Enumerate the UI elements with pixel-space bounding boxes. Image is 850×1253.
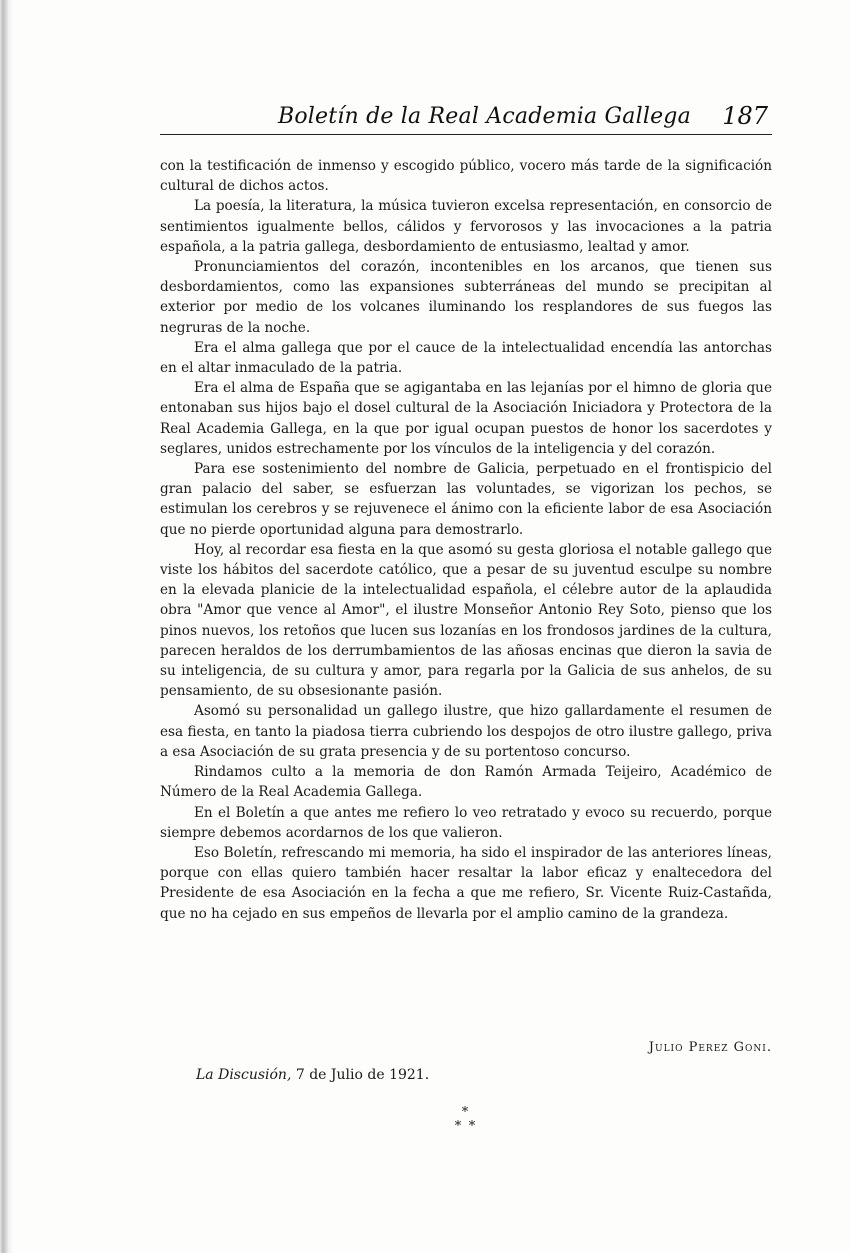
- source-citation: [196, 1067, 429, 1083]
- paragraph: En el Boletín a que antes me refiero lo veo retratado y evoco su recuerdo, porque siempre debemos acordarnos de los que valieron.: [160, 804, 772, 841]
- paragraph: La poesía, la literatura, la música tuvieron excelsa representación, en consorcio de sentimientos igualmente bellos, cálidos y fervorosos y las invocaciones a la patria española, a la patria gallega, desbordamiento de entusiasmo, lealtad y amor.: [160, 198, 772, 255]
- paragraph: Era el alma gallega que por el cauce de la intelectualidad encendía las antorchas en el altar inmaculado de la patria.: [160, 339, 772, 377]
- author-signature: Julio Perez Goni.: [648, 1040, 772, 1055]
- paragraph: Asomó su personalidad un gallego ilustre, que hizo gallardamente el resumen de esa fiesta, en tanto la piadosa tierra cubriendo los despojos de otro ilustre gallego, priva a esa Asociación de su grata presencia y de su portentoso concurso.: [160, 703, 772, 760]
- paragraph: con la testificación de inmenso y escogido público, vocero más tarde de la significación cultural de dichos actos.: [160, 158, 772, 195]
- asterism-star-left: *: [454, 1119, 462, 1134]
- header-rule: [160, 134, 772, 135]
- paragraph: Rindamos culto a la memoria de don Ramón Armada Teijeiro, Académico de Número de la Real Academia Gallega.: [160, 764, 772, 801]
- journal-title: Boletín de la Real Academia Gallega: [278, 104, 691, 129]
- paragraph: Hoy, al recordar esa fiesta en la que asomó su gesta gloriosa el notable gallego que viste los hábitos del sacerdote católico, que a pesar de su juventud esculpe su nombre en la elevada planicie de la intelectualidad española, el célebre autor de la aplaudida obra "Amor que vence al Amor", el ilustre Monseñor Antonio Rey Soto, pienso que los pinos nuevos, los retoños que lucen sus lozanías en los frondosos jardines de la cultura, parecen heraldos de los derrumbamientos de las añosas encinas que dieron la savia de su inteligencia, de su cultura y amor, para regarla por la Galicia de sus anhelos, de su pensamiento, de su obsesionante pasión.: [160, 541, 772, 700]
- publication-date: 7 de Julio de 1921.: [295, 1067, 430, 1083]
- asterism-star-top: *: [461, 1105, 469, 1120]
- running-header: [160, 100, 772, 136]
- paragraph: Pronunciamientos del corazón, incontenibles en los arcanos, que tienen sus desbordamientos, como las expansiones subterráneas del mundo se precipitan al exterior por medio de los volcanes iluminando los resplandores de sus fuegos las negruras de la noche.: [160, 259, 772, 336]
- paragraph: Era el alma de España que se agigantaba en las lejanías por el himno de gloria que entonaban sus hijos bajo el dosel cultural de la Asociación Iniciadora y Protectora de la Real Academia Gallega, en la que por igual ocupan puestos de honor los sacerdotes y seglares, unidos estrechamente por los vínculos de la inteligencia y del corazón.: [160, 380, 772, 457]
- paragraph: Eso Boletín, refrescando mi memoria, ha sido el inspirador de las anteriores líneas, porque con ellas quiero también hacer resaltar la labor eficaz y enaltecedora del Presidente de esa Asociación en la fecha a que me refiero, Sr. Vicente Ruiz-Castañda, que no ha cejado en sus empeños de llevarla por el amplio camino de la grandeza.: [160, 844, 772, 922]
- paragraph: Para ese sostenimiento del nombre de Galicia, perpetuado en el frontispicio del gran palacio del saber, se esfuerzan las voluntades, se vigorizan los pechos, se estimulan los cerebros y se rejuvenece el ánimo con la eficiente labor de esa Asociación que no pierde oportunidad alguna para demostrarlo.: [160, 461, 772, 538]
- asterism-star-right: *: [468, 1119, 476, 1134]
- article-body: [160, 156, 772, 924]
- publication-name: La Discusión,: [196, 1067, 292, 1083]
- binding-edge: [0, 0, 14, 1253]
- asterism-ornament: [450, 1105, 480, 1135]
- page-number: 187: [722, 102, 768, 130]
